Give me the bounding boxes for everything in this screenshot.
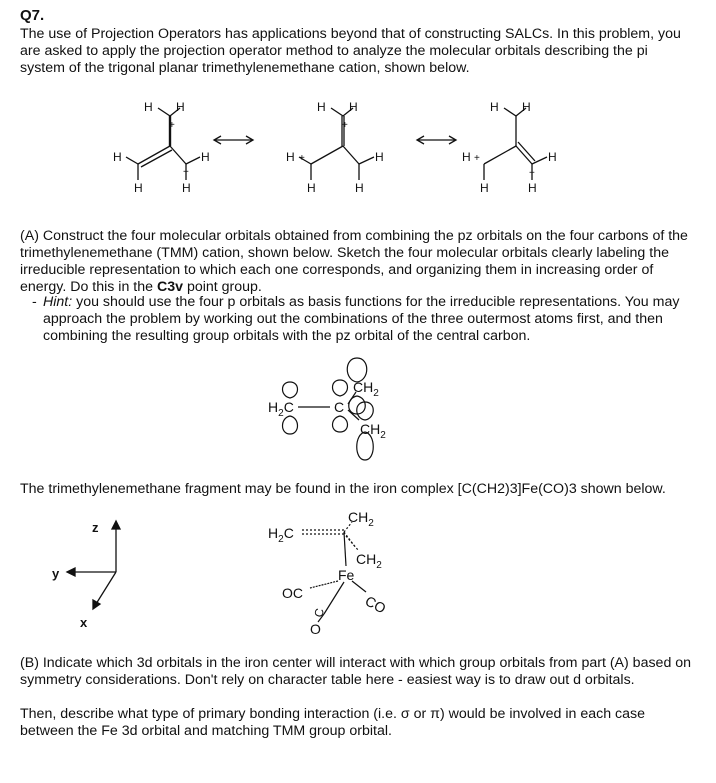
- coordinate-axes: [40, 512, 140, 632]
- fe-intro-paragraph: The trimethylenemethane fragment may be found in the iron complex [C(CH2)3]Fe(CO)3 shown below.: [20, 481, 666, 497]
- atom-h: H: [490, 100, 499, 114]
- atom-h: H: [113, 150, 122, 164]
- atom-h: H: [548, 150, 557, 164]
- intro-paragraph: The use of Projection Operators has applications beyond that of constructing SALCs. In this problem, you are asked to apply the projection operator method to analyze the molecular orbitals describing the pi system of the trigonal planar trimethylenemethane cation, shown below.: [20, 26, 681, 76]
- label-h2c: $H_2C$: [268, 399, 294, 419]
- charge-plus: +: [342, 120, 348, 131]
- label-co: CO: [362, 592, 389, 617]
- label-central-c: C: [334, 399, 345, 415]
- atom-h: H: [176, 100, 185, 114]
- atom-h: H: [462, 150, 471, 164]
- resonance-structure-2: [299, 108, 374, 180]
- atom-h: H: [480, 181, 489, 195]
- part-b-paragraph: (B) Indicate which 3d orbitals in the iron center will interact with which group orbitals from part (A) based on symmetry considerations. Don't rely on character table here - easiest way is to draw out d orbitals.: [20, 655, 692, 688]
- resonance-arrow-1: [214, 136, 253, 144]
- atom-h: H: [375, 150, 384, 164]
- atom-h: H: [134, 181, 143, 195]
- atom-h: H: [355, 181, 364, 195]
- label-bottom-o: O: [310, 621, 321, 637]
- part-b2-paragraph: Then, describe what type of primary bonding interaction (i.e. σ or π) would be involved in each case between the Fe 3d orbital and matching TMM group orbital.: [20, 706, 645, 739]
- label-ch2-right: $CH_2$: [356, 551, 382, 571]
- axis-x-label: x: [80, 615, 88, 630]
- p-orbital-lobe: [333, 380, 348, 396]
- atom-h: H: [349, 100, 358, 114]
- label-bottom-c: C: [311, 606, 328, 619]
- point-group: C3v: [156, 279, 183, 295]
- hint-label: Hint:: [43, 294, 73, 310]
- atom-h: H: [144, 100, 153, 114]
- atom-h: H: [528, 181, 537, 195]
- label-ch2-top: $CH_2$: [348, 509, 374, 529]
- resonance-structure-1: [126, 108, 200, 180]
- resonance-arrow-2: [417, 136, 456, 144]
- charge-plus: +: [299, 153, 305, 164]
- resonance-structure-3: [484, 108, 547, 180]
- p-orbital-lobe: [283, 416, 298, 434]
- question-number: Q7.: [20, 7, 45, 24]
- label-h2c: $H_2C$: [268, 525, 294, 545]
- fe-complex-structure: [262, 506, 432, 646]
- charge-plus: +: [474, 153, 480, 164]
- charge-plus: +: [183, 167, 189, 178]
- atom-h: H: [286, 150, 295, 164]
- pz-orbital-figure: [250, 352, 430, 468]
- label-fe: Fe: [338, 567, 355, 583]
- atom-h: H: [317, 100, 326, 114]
- axis-y-label: y: [52, 566, 60, 581]
- axis-z-label: z: [92, 520, 99, 535]
- resonance-structures: [100, 98, 600, 200]
- label-oc: OC: [282, 585, 303, 601]
- p-orbital-lobe: [333, 416, 348, 432]
- atom-h: H: [307, 181, 316, 195]
- part-a-paragraph: (A) Construct the four molecular orbitals obtained from combining the pz orbitals on the four carbons of the trimethylenemethane (TMM) cation, shown below. Sketch the four molecular orbitals clearly labeling the irreducible representation to which each one corresponds, and organizing them in increasing order of energy. Do this in the C3v point group.: [20, 228, 688, 295]
- label-ch2-bottom: $CH_2$: [360, 421, 386, 441]
- atom-h: H: [201, 150, 210, 164]
- p-orbital-lobe: [283, 382, 298, 398]
- charge-plus: +: [169, 120, 175, 131]
- charge-plus: +: [529, 168, 535, 179]
- atom-h: H: [182, 181, 191, 195]
- atom-h: H: [522, 100, 531, 114]
- label-ch2-top: $CH_2$: [353, 379, 379, 399]
